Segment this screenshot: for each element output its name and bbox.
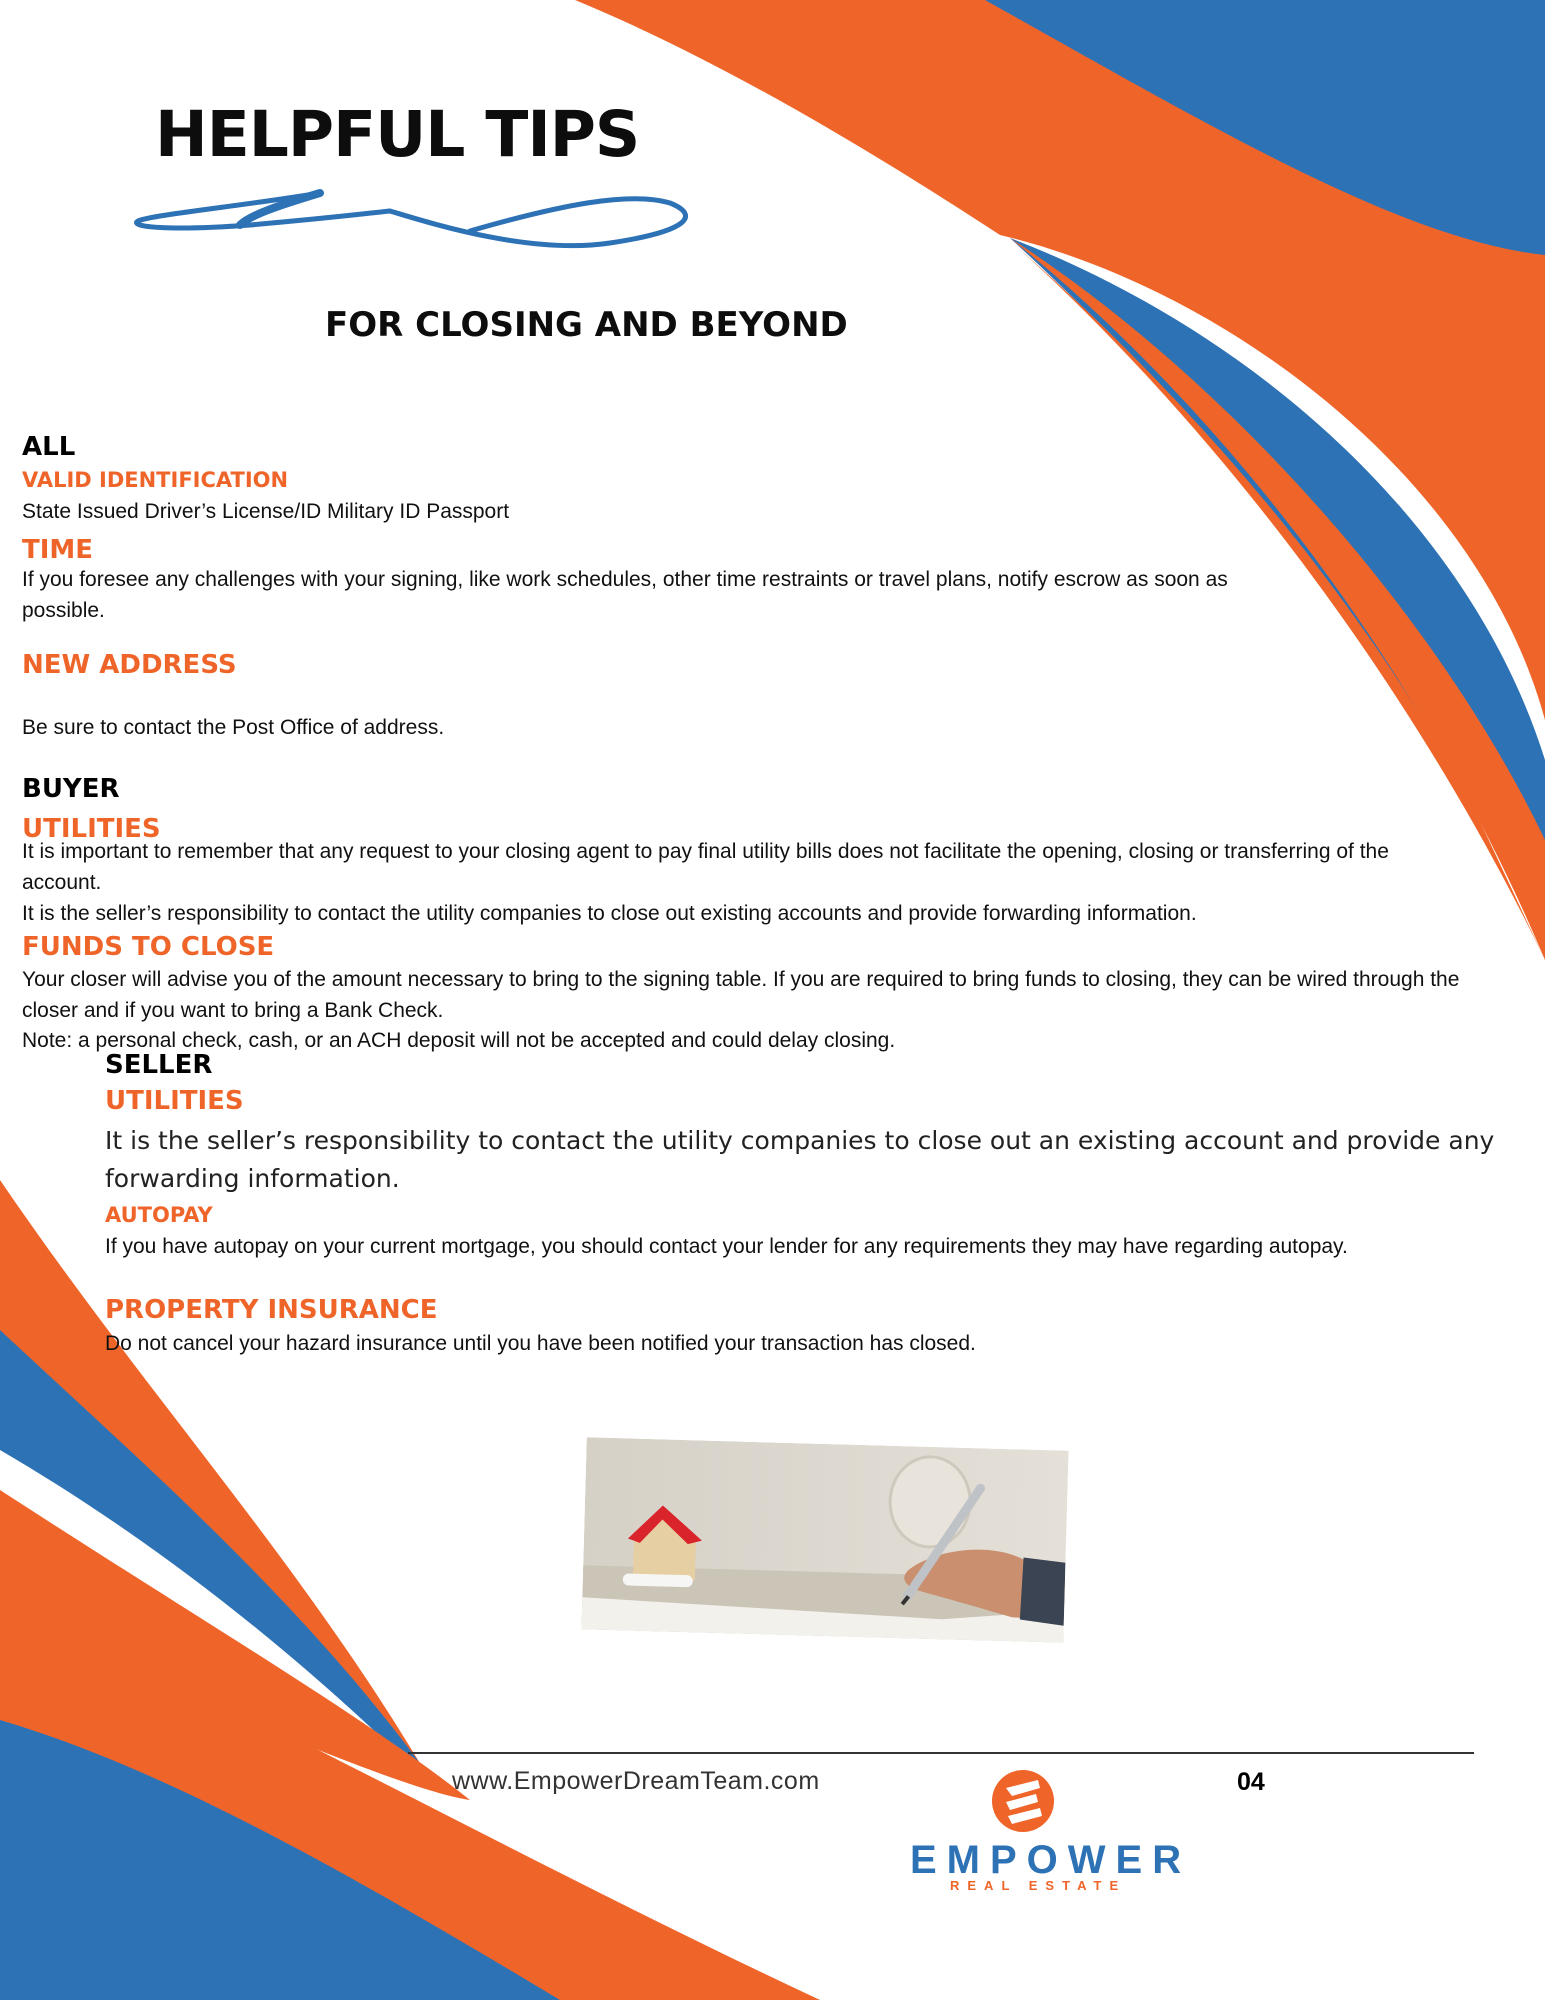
- valid-identification-text: State Issued Driver’s License/ID Military ID Passport: [22, 500, 510, 523]
- time-text: If you foresee any challenges with your signing, like work schedules, other time restraints or travel plans, notify escrow as soon as possible.: [22, 568, 1228, 622]
- autopay-heading: AUTOPAY: [105, 1203, 213, 1227]
- new-address-heading: NEW ADDRESS: [22, 650, 237, 680]
- buyer-utilities-text: It is important to remember that any request to your closing agent to pay final utility bills does not facilitate the opening, closing or transferring of the account.: [22, 840, 1389, 894]
- page-subtitle: FOR CLOSING AND BEYOND: [325, 305, 848, 345]
- buyer-utilities-heading: UTILITIES: [22, 814, 161, 844]
- buyer-utilities-note: It is the seller’s responsibility to contact the utility companies to close out existing accounts and provide forwarding information.: [22, 902, 1197, 925]
- funds-to-close-note: Note: a personal check, cash, or an ACH deposit will not be accepted and could delay closing.: [22, 1029, 896, 1052]
- section-heading-buyer: BUYER: [22, 774, 120, 804]
- empower-logo-wordmark: EMPOWER: [910, 1838, 1192, 1882]
- new-address-text: Be sure to contact the Post Office of address.: [22, 716, 445, 739]
- seller-utilities-heading: UTILITIES: [105, 1086, 244, 1116]
- footer-divider: [408, 1752, 1474, 1754]
- autopay-text: If you have autopay on your current mortgage, you should contact your lender for any requirements they may have regarding autopay.: [105, 1235, 1348, 1258]
- time-heading: TIME: [22, 535, 94, 565]
- website-link[interactable]: www.EmpowerDreamTeam.com: [452, 1767, 820, 1795]
- section-heading-all: ALL: [22, 432, 76, 462]
- funds-to-close-heading: FUNDS TO CLOSE: [22, 932, 275, 962]
- empower-logo-subtext: REAL ESTATE: [950, 1878, 1127, 1893]
- decorative-swash: [130, 185, 700, 265]
- property-insurance-text: Do not cancel your hazard insurance until you have been notified your transaction has closed.: [105, 1332, 976, 1355]
- page-number: 04: [1237, 1768, 1265, 1796]
- property-insurance-heading: PROPERTY INSURANCE: [105, 1295, 438, 1325]
- page-title: HELPFUL TIPS: [155, 98, 640, 171]
- seller-utilities-text: It is the seller’s responsibility to contact the utility companies to close out an existing account and provide any forwarding information.: [105, 1126, 1495, 1193]
- empower-logo-icon: [990, 1768, 1056, 1834]
- funds-to-close-text: Your closer will advise you of the amount necessary to bring to the signing table. If you are required to bring funds to closing, they can be wired through the closer and if you want to bring a Bank Check.: [22, 968, 1460, 1022]
- section-heading-seller: SELLER: [105, 1050, 213, 1080]
- valid-identification-heading: VALID IDENTIFICATION: [22, 468, 289, 492]
- signing-photo: [581, 1437, 1068, 1642]
